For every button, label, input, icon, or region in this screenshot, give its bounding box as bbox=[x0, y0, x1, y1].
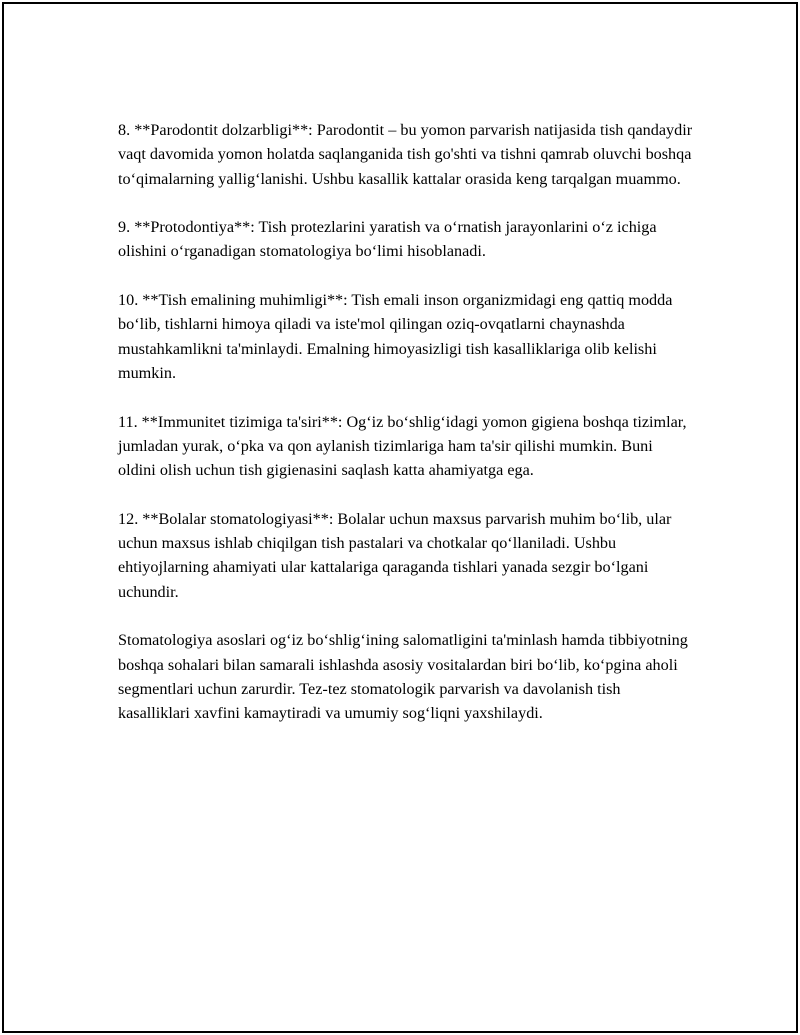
paragraph-conclusion: Stomatologiya asoslari og‘iz bo‘shlig‘ining salomatligini ta'minlash hamda tibbiyotning boshqa sohalari bilan samarali ishlashda asosiy vositalardan biri bo‘lib, ko‘pgina aholi segmentlari uchun zarurdir. Tez-tez stomatologik parvarish va davolanish tish kasalliklari xavfini kamaytiradi va umumiy sog‘liqni yaxshilaydi. bbox=[118, 631, 688, 723]
paragraph-protodontiya: 9. **Protodontiya**: Tish protezlarini yaratish va o‘rnatish jarayonlarini o‘z ichiga olishini o‘rganadigan stomatologiya bo‘limi hisoblanadi. bbox=[118, 218, 657, 261]
paragraph-parodontit: 8. **Parodontit dolzarbligi**: Parodontit – bu yomon parvarish natijasida tish qandaydir vaqt davomida yomon holatda saqlanganida tish go'shti va tishni qamrab oluvchi boshqa to‘qimalarning yallig‘lanishi. Ushbu kasallik kattalar orasida keng tarqalgan muammo. bbox=[118, 121, 693, 188]
paragraph-immunitet: 11. **Immunitet tizimiga ta'siri**: Og‘iz bo‘shlig‘idagi yomon gigiena boshqa tizimlar, jumladan yurak, o‘pka va qon aylanish tizimlariga ham ta'sir qilishi mumkin. Buni oldini olish uchun tish gigienasini saqlash katta ahamiyatga ega. bbox=[118, 412, 687, 480]
document-body bbox=[118, 118, 693, 750]
paragraph-tish-emali: 10. **Tish emalining muhimligi**: Tish emali inson organizmidagi eng qattiq modda bo‘lib, tishlarni himoya qiladi va iste'mol qilingan oziq-ovqatlarni chaynashda mustahkamlikni ta'minlaydi. Emalning himoyasizligi tish kasalliklariga olib kelishi mumkin. bbox=[118, 291, 673, 382]
paragraph-bolalar-stomatologiyasi: 12. **Bolalar stomatologiyasi**: Bolalar uchun maxsus parvarish muhim bo‘lib, ular uchun maxsus ishlab chiqilgan tish pastalari va chotkalar qo‘llaniladi. Ushbu ehtiyojlarning ahamiyati ular kattalariga qaraganda tishlari yanada sezgir bo‘lgani uchundir. bbox=[118, 509, 672, 601]
